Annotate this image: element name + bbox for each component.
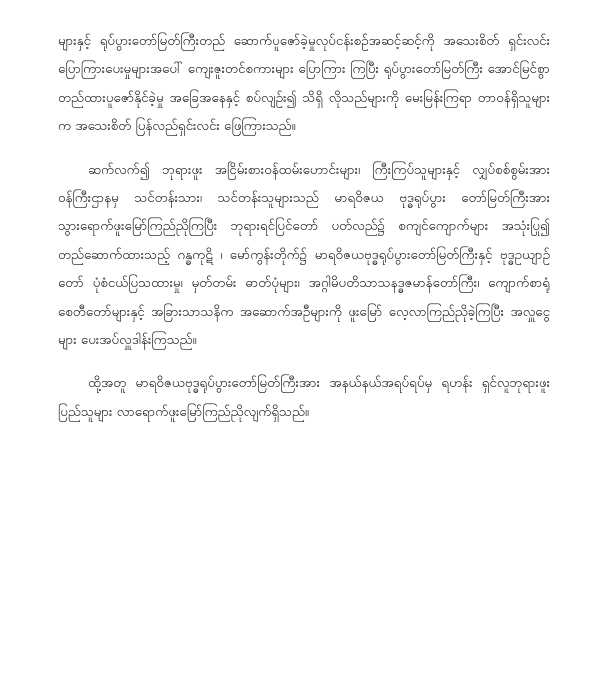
article-body bbox=[58, 28, 550, 427]
paragraph-2: ဆက်လက်၍ ဘုရားဖူး အငြိမ်းစားဝန်ထမ်းဟောင်းများ၊ ကြီးကြပ်သူများနှင့် လျှပ်စစ်စွမ်းအား ဝန်ကြီးဌာနမှ သင်တန်းသား၊ သင်တန်းသူများသည် မာရဝိဇယ ဗုဒ္ဓရုပ်ပွား တော်မြတ်ကြီးအား သွားရောက်ဖူးမြော်ကြည်ညိုကြပြီး ဘုရားရင်ပြင်တော် ပတ်လည်၌ စကျင်ကျောက်များ အသုံးပြု၍ တည်ဆောက်ထားသည့် ဂန္ဓကုဋိ ၊ မော်ကွန်းတိုက်၌ မာရဝိဇယဗုဒ္ဓရုပ်ပွားတော်မြတ်ကြီးနှင့် ဗုဒ္ဓဥယျာဉ်တော် ပုံစံငယ်ပြသထားမှု၊ မှတ်တမ်း ဓာတ်ပုံများ၊ အဂ္ဂါမိပတိသာသနဒ္ဓဇမာန်တော်ကြီး၊ ကျောက်စာရုံ စေတီတော်များနှင့် အခြားသာသနိက အဆောက်အဦများကို ဖူးမြော် လေ့လာကြည်ညိုခဲ့ကြပြီး အလှူငွေ များ ပေးအပ်လှူဒါန်းကြသည်။ bbox=[58, 162, 550, 349]
paragraph-1: များနှင့် ရုပ်ပွားတော်မြတ်ကြီးတည် ဆောက်ပူဇော်ခဲ့မှုလုပ်ငန်းစဉ်အဆင့်ဆင့်ကို အသေးစိတ် ရှင်းလင်းပြောကြားပေးမှုများအပေါ် ကျေးဇူးတင်စကားများ ပြောကြား ကြပြီး ရုပ်ပွားတော်မြတ်ကြီး အောင်မြင်စွာ တည်ထားပူဇော်နိုင်ခဲ့မှု အခြေအနေနှင့် စပ်လျဉ်း၍ သိရှိ လိုသည်များကို မေးမြန်းကြရာ တာဝန်ရှိသူများက အသေးစိတ် ပြန်လည်ရှင်းလင်း ဖြေကြားသည်။ bbox=[58, 34, 550, 135]
paragraph-3: ထို့အတူ မာရဝိဇယဗုဒ္ဓရုပ်ပွားတော်မြတ်ကြီးအား အနယ်နယ်အရပ်ရပ်မှ ရဟန်း ရှင်လူဘုရားဖူးပြည်သူများ လာရောက်ဖူးမြော်ကြည်ညိုလျက်ရှိသည်။ bbox=[58, 376, 550, 420]
